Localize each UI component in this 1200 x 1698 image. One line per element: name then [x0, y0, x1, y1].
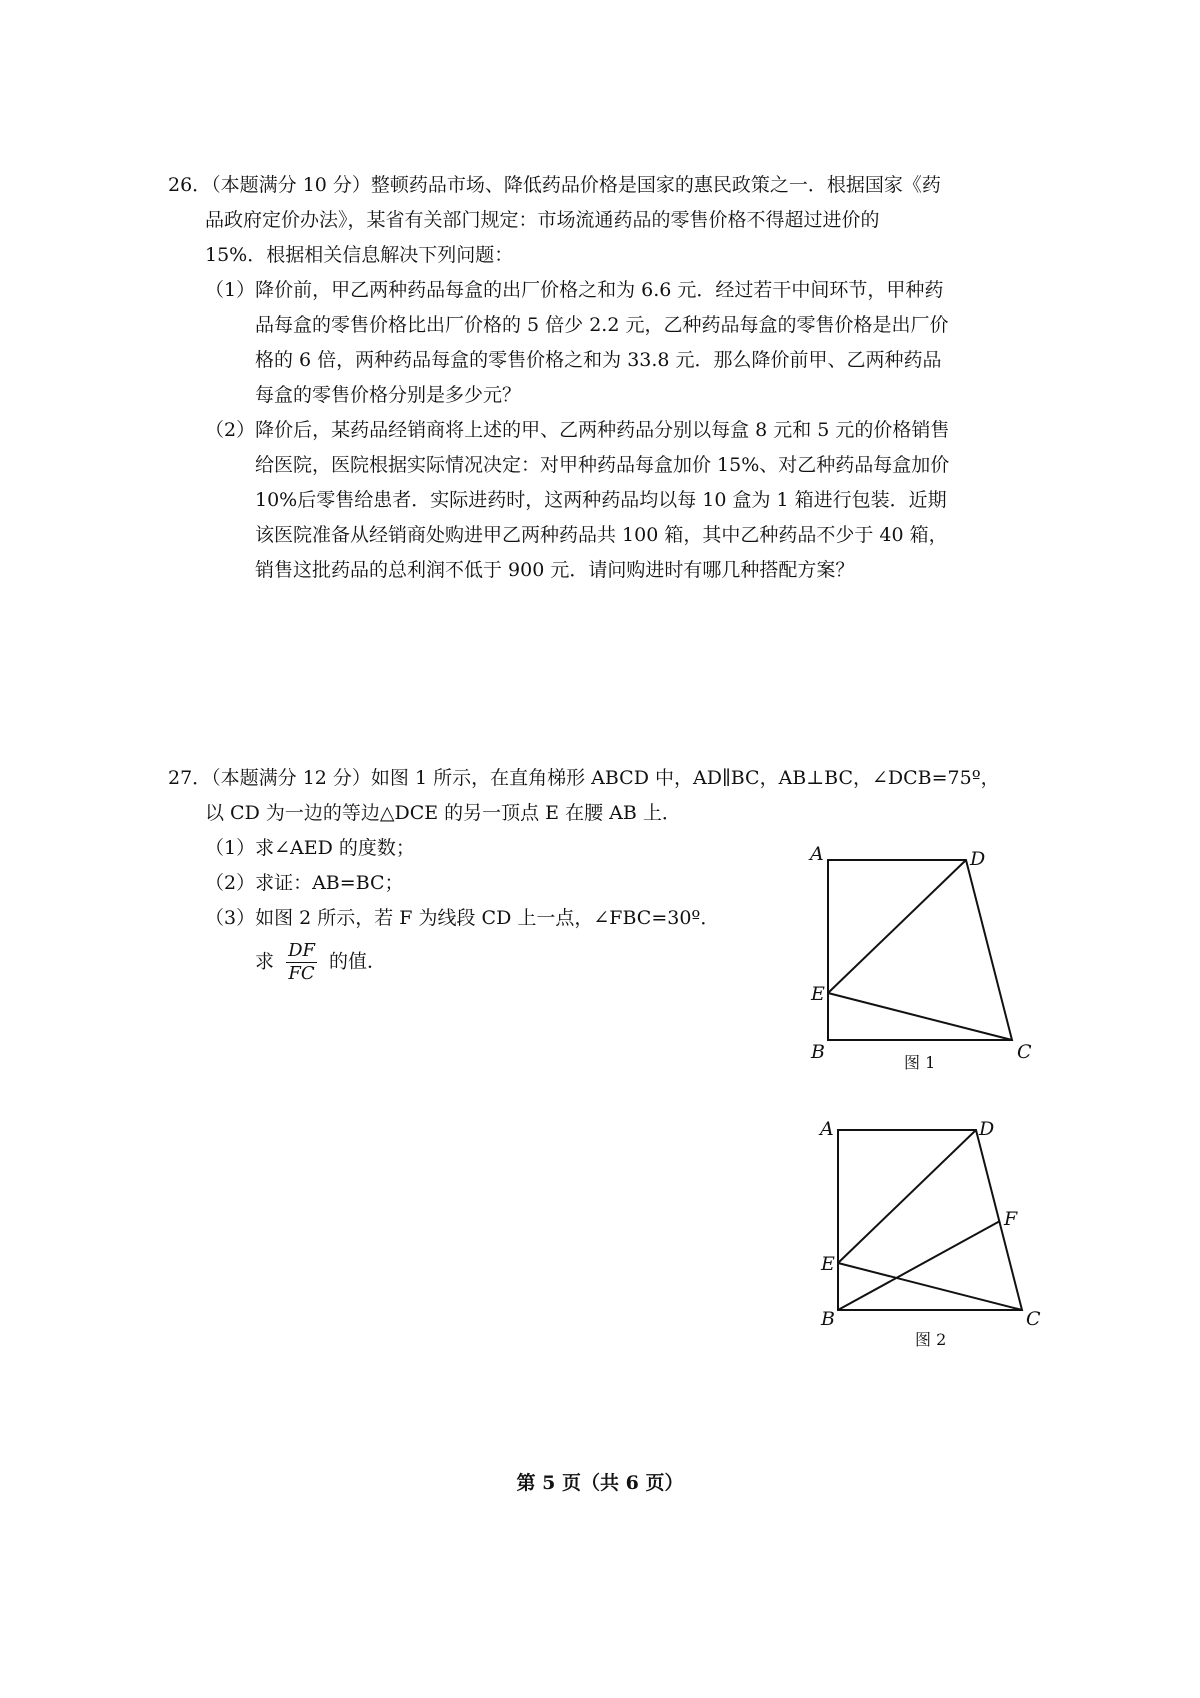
fig2-label-c: C [1026, 1308, 1041, 1330]
fig1-label-b: B [811, 1041, 825, 1063]
fig2-label-d: D [979, 1118, 995, 1140]
segment-ec-2 [838, 1263, 1022, 1310]
fig1-label-c: C [1017, 1041, 1032, 1063]
figure-2-lines [838, 1130, 1022, 1310]
trapezoid-abcd-2 [838, 1130, 1022, 1310]
q27-sub-2: （2）求证：AB=BC； [205, 872, 404, 894]
q27-line-1: 27．（本题满分 12 分）如图 1 所示，在直角梯形 ABCD 中，AD∥BC，AB⊥BC，∠DCB=75º， [168, 767, 1000, 789]
fig1-label-d: D [970, 848, 986, 870]
q27-line-2: 以 CD 为一边的等边△DCE 的另一顶点 E 在腰 AB 上． [205, 802, 681, 824]
q26-line-9: 给医院，医院根据实际情况决定：对甲种药品每盒加价 15%、对乙种药品每盒加价 [255, 454, 950, 476]
q26-line-10: 10%后零售给患者．实际进药时，这两种药品均以每 10 盒为 1 箱进行包装．近期 [255, 489, 947, 511]
q27-sub-3: （3）如图 2 所示，若 F 为线段 CD 上一点，∠FBC=30º． [205, 907, 720, 929]
fig1-label-a: A [810, 843, 824, 865]
q27-ask-suffix: 的值． [329, 950, 387, 973]
figure-1-caption: 图 1 [904, 1053, 936, 1072]
q26-line-7: 每盒的零售价格分别是多少元？ [255, 384, 522, 406]
fig2-label-f: F [1004, 1208, 1018, 1230]
fig2-label-b: B [821, 1308, 835, 1330]
q26-line-1: 26．（本题满分 10 分）整顿药品市场、降低药品价格是国家的惠民政策之一．根据国家《药 [168, 174, 941, 196]
fraction-denominator: FC [288, 963, 315, 984]
page-footer: 第 5 页（共 6 页） [516, 1472, 684, 1494]
figure-2-caption: 图 2 [915, 1330, 947, 1349]
q26-line-6: 格的 6 倍，两种药品每盒的零售价格之和为 33.8 元．那么降价前甲、乙两种药品 [255, 349, 942, 371]
q26-line-2: 品政府定价办法》，某省有关部门规定：市场流通药品的零售价格不得超过进价的 [205, 209, 880, 231]
fig2-label-a: A [820, 1118, 834, 1140]
q27-ask-prefix: 求 [255, 950, 275, 973]
fraction-numerator: DF [288, 940, 315, 961]
q26-line-5: 品每盒的零售价格比出厂价格的 5 倍少 2.2 元，乙种药品每盒的零售价格是出厂价 [255, 314, 949, 336]
q26-line-3: 15%．根据相关信息解决下列问题： [205, 244, 514, 266]
q26-line-12: 销售这批药品的总利润不低于 900 元．请问购进时有哪几种搭配方案？ [255, 559, 855, 581]
q27-sub-1: （1）求∠AED 的度数； [205, 837, 415, 859]
segment-ed-2 [838, 1130, 976, 1263]
fig2-label-e: E [821, 1253, 835, 1275]
fig1-label-e: E [811, 983, 825, 1005]
segment-bf [838, 1221, 1000, 1310]
q26-line-4: （1）降价前，甲乙两种药品每盒的出厂价格之和为 6.6 元．经过若干中间环节，甲种药 [205, 279, 944, 301]
q26-line-8: （2）降价后，某药品经销商将上述的甲、乙两种药品分别以每盒 8 元和 5 元的价格销售 [205, 419, 950, 441]
q26-line-11: 该医院准备从经销商处购进甲乙两种药品共 100 箱，其中乙种药品不少于 40 箱， [255, 524, 948, 546]
